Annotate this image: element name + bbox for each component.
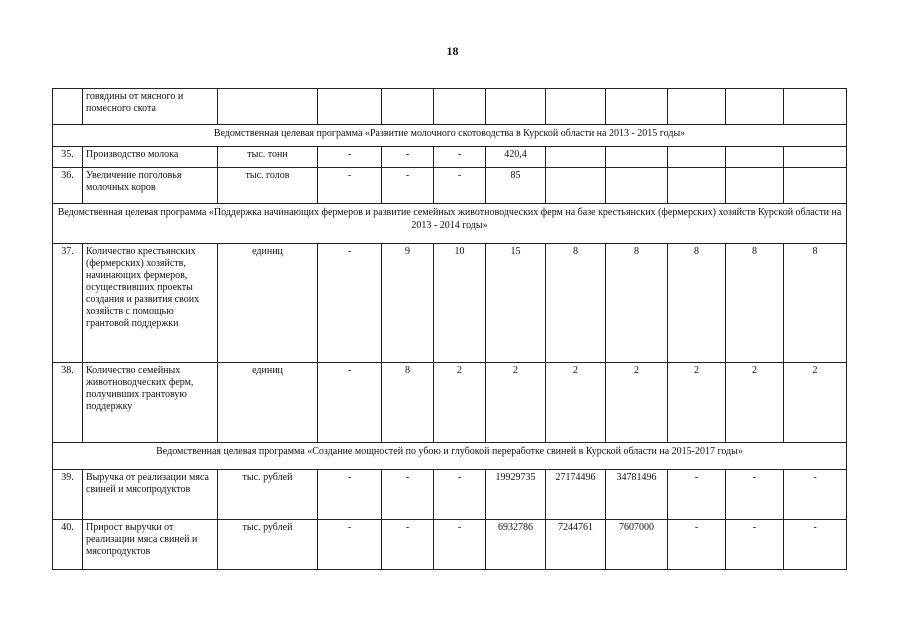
value-cell: 10 bbox=[434, 244, 486, 363]
row-number: 37. bbox=[53, 244, 83, 363]
indicator-name: говядины от мясного и помесного скота bbox=[83, 89, 218, 125]
value-cell: 7244761 bbox=[546, 520, 606, 570]
indicator-name: Производство молока bbox=[83, 147, 218, 168]
table-row bbox=[53, 89, 847, 125]
program-header-row bbox=[53, 204, 847, 244]
indicator-name: Выручка от реализации мяса свиней и мясопродуктов bbox=[83, 470, 218, 520]
program-title: Ведомственная целевая программа «Создание мощностей по убою и глубокой переработке свиней в Курской области на 2015-2017 годы» bbox=[53, 443, 847, 470]
value-cell: 34781496 bbox=[606, 470, 668, 520]
value-cell: 8 bbox=[784, 244, 847, 363]
indicator-name: Количество семейных животноводческих ферм, получивших грантовую поддержку bbox=[83, 363, 218, 443]
value-cell: - bbox=[784, 520, 847, 570]
unit-cell: тыс. голов bbox=[218, 168, 318, 204]
row-number: 40. bbox=[53, 520, 83, 570]
value-cell: 8 bbox=[606, 244, 668, 363]
value-cell: 420,4 bbox=[486, 147, 546, 168]
value-cell: 2 bbox=[546, 363, 606, 443]
table-row bbox=[53, 520, 847, 570]
value-cell bbox=[726, 168, 784, 204]
page-number: 18 bbox=[446, 44, 459, 58]
value-cell bbox=[668, 168, 726, 204]
value-cell: - bbox=[382, 147, 434, 168]
value-cell: - bbox=[434, 168, 486, 204]
value-cell bbox=[606, 168, 668, 204]
value-cell: 2 bbox=[486, 363, 546, 443]
value-cell: 8 bbox=[726, 244, 784, 363]
program-title: Ведомственная целевая программа «Развитие молочного скотоводства в Курской области на 2013 - 2015 годы» bbox=[53, 125, 847, 147]
value-cell: 85 bbox=[486, 168, 546, 204]
row-number: 38. bbox=[53, 363, 83, 443]
program-header-row bbox=[53, 125, 847, 147]
value-cell: - bbox=[434, 147, 486, 168]
value-cell: - bbox=[318, 520, 382, 570]
value-cell: 27174496 bbox=[546, 470, 606, 520]
value-cell: 6932786 bbox=[486, 520, 546, 570]
value-cell: 15 bbox=[486, 244, 546, 363]
table-row bbox=[53, 147, 847, 168]
value-cell: - bbox=[382, 168, 434, 204]
value-cell bbox=[726, 147, 784, 168]
program-title: Ведомственная целевая программа «Поддержка начинающих фермеров и развитие семейных животноводческих ферм на базе крестьянских (фермерских) хозяйств Курской области на 2013 - 2014 годы» bbox=[53, 204, 847, 244]
value-cell bbox=[668, 147, 726, 168]
table-row bbox=[53, 470, 847, 520]
value-cell: - bbox=[434, 470, 486, 520]
value-cell bbox=[606, 147, 668, 168]
value-cell: 2 bbox=[606, 363, 668, 443]
table-row bbox=[53, 168, 847, 204]
indicator-name: Количество крестьянских (фермерских) хозяйств, начинающих фермеров, осуществивших проекты создания и развития своих хозяйств с помощью грантовой поддержки bbox=[83, 244, 218, 363]
value-cell: - bbox=[726, 470, 784, 520]
value-cell: - bbox=[668, 470, 726, 520]
program-header-row bbox=[53, 443, 847, 470]
value-cell: - bbox=[382, 470, 434, 520]
value-cell: 7607000 bbox=[606, 520, 668, 570]
value-cell: 2 bbox=[434, 363, 486, 443]
row-number: 39. bbox=[53, 470, 83, 520]
value-cell: - bbox=[318, 168, 382, 204]
value-cell: - bbox=[434, 520, 486, 570]
table-row bbox=[53, 244, 847, 363]
indicators-table bbox=[52, 88, 847, 570]
indicator-name: Прирост выручки от реализации мяса свиней и мясопродуктов bbox=[83, 520, 218, 570]
unit-cell: тыс. рублей bbox=[218, 470, 318, 520]
value-cell: 8 bbox=[668, 244, 726, 363]
value-cell bbox=[546, 168, 606, 204]
value-cell: 2 bbox=[668, 363, 726, 443]
value-cell: 2 bbox=[784, 363, 847, 443]
value-cell: 8 bbox=[382, 363, 434, 443]
unit-cell: единиц bbox=[218, 363, 318, 443]
value-cell: 8 bbox=[546, 244, 606, 363]
value-cell bbox=[784, 168, 847, 204]
value-cell: 19929735 bbox=[486, 470, 546, 520]
value-cell: 2 bbox=[726, 363, 784, 443]
indicator-name: Увеличение поголовья молочных коров bbox=[83, 168, 218, 204]
value-cell: - bbox=[726, 520, 784, 570]
unit-cell: единиц bbox=[218, 244, 318, 363]
value-cell: - bbox=[784, 470, 847, 520]
value-cell: - bbox=[668, 520, 726, 570]
value-cell bbox=[784, 147, 847, 168]
value-cell bbox=[546, 147, 606, 168]
row-number: 35. bbox=[53, 147, 83, 168]
value-cell: - bbox=[318, 147, 382, 168]
value-cell: - bbox=[318, 470, 382, 520]
unit-cell: тыс. тонн bbox=[218, 147, 318, 168]
unit-cell: тыс. рублей bbox=[218, 520, 318, 570]
value-cell: - bbox=[382, 520, 434, 570]
value-cell: 9 bbox=[382, 244, 434, 363]
value-cell: - bbox=[318, 244, 382, 363]
table-row bbox=[53, 363, 847, 443]
row-number bbox=[53, 89, 83, 125]
value-cell: - bbox=[318, 363, 382, 443]
row-number: 36. bbox=[53, 168, 83, 204]
